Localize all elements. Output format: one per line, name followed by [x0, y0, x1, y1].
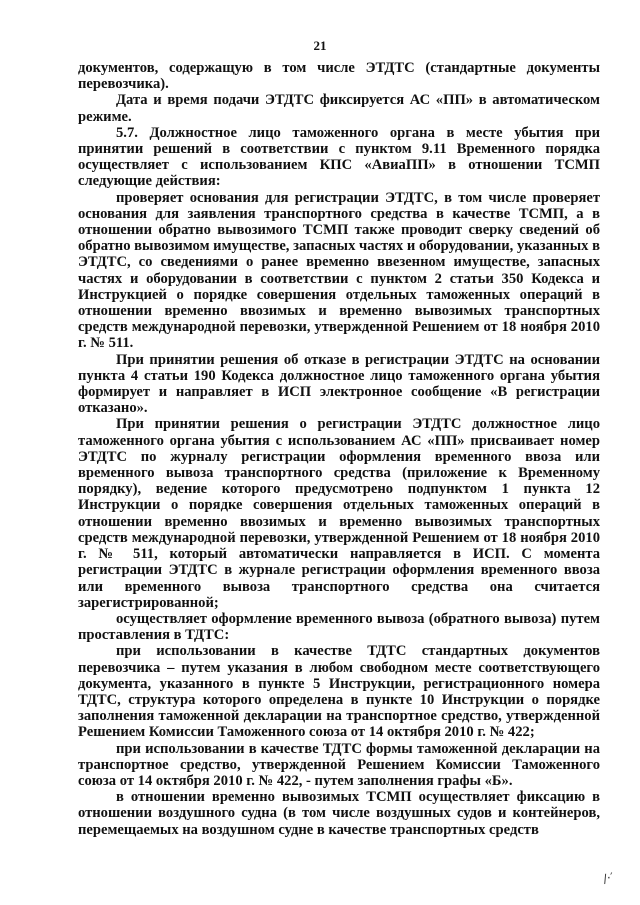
paragraph-export-processing: осуществляет оформление временного вывоза (обратного вывоза) путем проставления в ТДТС: [78, 610, 600, 644]
page-number: 21 [313, 38, 327, 53]
page-body [78, 60, 600, 838]
paragraph-verification: проверяет основания для регистрации ЭТДТС, в том числе проверяет основания для заявления транспортного средства в качестве ТСМП, а в отношении обратно вывозимого ТСМП также проводит сверку сведений об обратно вывозимом имуществе, запасных частях и оборудовании, указанных в ЭТДТС, со сведениями о ранее временно ввезенном имуществе, запасных частях и оборудовании в соответствии с пунктом 2 статьи 350 Кодекса и Инструкцией о порядке совершения отдельных таможенных операций в отношении временно ввозимых и временно вывозимых транспортных средств международной перевозки, утвержденной Решением от 18 ноября 2010 г. № 511. [78, 189, 600, 352]
paragraph-refusal: При принятии решения об отказе в регистрации ЭТДТС на основании пункта 4 статьи 190 Кодекса должностное лицо таможенного органа убытия формирует и направляет в ИСП электронное сообщение «В регистрации отказано». [78, 351, 600, 417]
paragraph-continuation: документов, содержащую в том числе ЭТДТС (стандартные документы перевозчика). [78, 60, 600, 93]
paragraph-declaration-form: при использовании в качестве ТДТС формы таможенной декларации на транспортное средство, утвержденной Решением Комиссии Таможенного союза от 14 октября 2010 г. № 422, - путем заполнения графы «Б». [78, 740, 600, 789]
paragraph-section-5-7: 5.7. Должностное лицо таможенного органа в месте убытия при принятии решений в соответствии с пунктом 9.11 Временного порядка осуществляет с использованием КПС «АвиаПП» в отношении ТСМП следующие действия: [78, 124, 600, 190]
paragraph-aircraft-fixation: в отношении временно вывозимых ТСМП осуществляет фиксацию в отношении воздушного судна (в том числе воздушных судов и контейнеров, перемещаемых на воздушном судне в качестве транспортных средств [78, 789, 600, 838]
pen-mark-icon: ∕·′ [602, 870, 616, 886]
paragraph-registration: При принятии решения о регистрации ЭТДТС должностное лицо таможенного органа убытия с использованием АС «ПП» присваивает номер ЭТДТС по журналу регистрации оформления временного ввоза или временного вывоза транспортного средства (приложение к Временному порядку), ведение которого предусмотрено подпунктом 1 пункта 12 Инструкции о порядке совершения отдельных таможенных операций в отношении временно ввозимых и временно вывозимых транспортных средств международной перевозки, утвержденной Решением от 18 ноября 2010 г. № 511, который автоматически направляется в ИСП. С момента регистрации ЭТДТС в журнале регистрации оформления временного ввоза или временного вывоза транспортного средства она считается зарегистрированной; [78, 416, 600, 611]
paragraph-carrier-documents: при использовании в качестве ТДТС стандартных документов перевозчика – путем указания в любом свободном месте соответствующего документа, указанного в пункте 5 Инструкции, регистрационного номера ТДТС, структура которого определена в пункте 10 Инструкции о порядке заполнения таможенной декларации на транспортное средство, утвержденной Решением Комиссии Таможенного союза от 14 октября 2010 г. № 422; [78, 643, 600, 741]
paragraph-etdts-timestamp: Дата и время подачи ЭТДТС фиксируется АС «ПП» в автоматическом режиме. [78, 92, 600, 125]
